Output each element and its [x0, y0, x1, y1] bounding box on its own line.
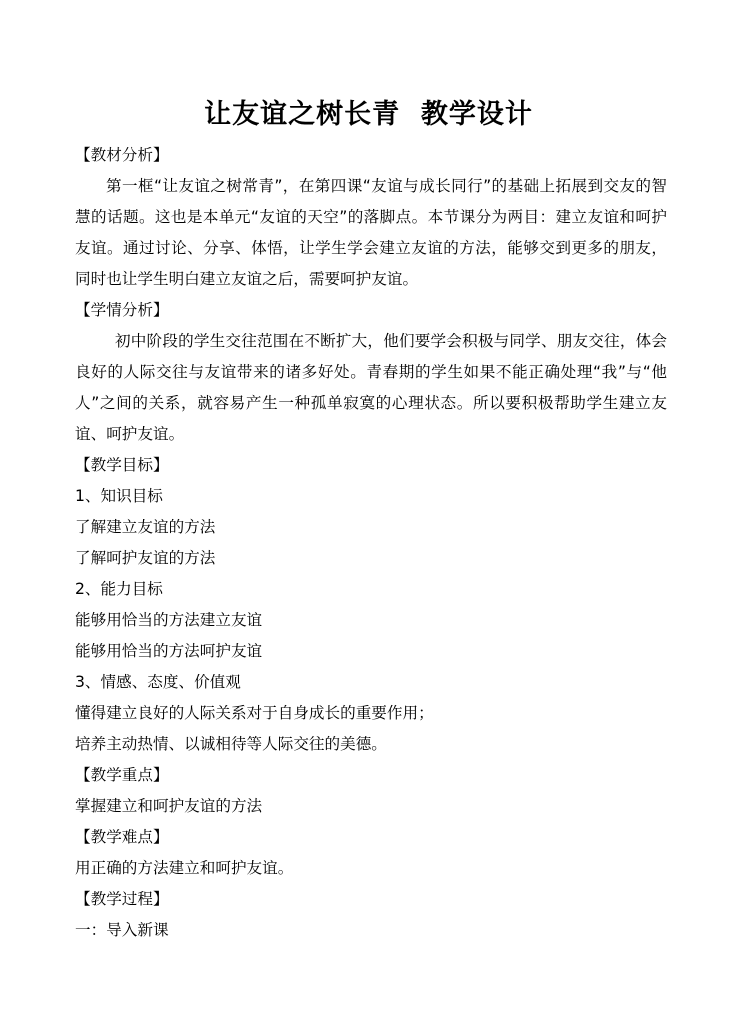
key-points-text: 掌握建立和呵护友谊的方法 [75, 797, 263, 815]
goal-emotion-item: 懂得建立良好的人际关系对于自身成长的重要作用； [75, 704, 434, 722]
goal-knowledge-title: 1、知识目标 [75, 487, 163, 505]
goal-knowledge-item: 了解建立友谊的方法 [75, 518, 216, 536]
process-step-item: 一：导入新课 [75, 921, 169, 939]
student-analysis-paragraph: 初中阶段的学生交往范围在不断扩大，他们要学会积极与同学、朋友交往，体会良好的人际交往与友谊带来的诸多好处。青春期的学生如果不能正确处理“我”与“他人”之间的关系，就容易产生一种孤单寂寞的心理状态。所以要积极帮助学生建立友谊、呵护友谊。 [75, 332, 667, 443]
document-body [75, 140, 667, 946]
goal-emotion-item: 培养主动热情、以诚相待等人际交往的美德。 [75, 735, 387, 753]
section-heading-student-analysis: 【学情分析】 [75, 301, 169, 319]
difficulties-text: 用正确的方法建立和呵护友谊。 [75, 859, 294, 877]
document-title: 让友谊之树长青 教学设计 [204, 99, 533, 130]
goal-ability-title: 2、能力目标 [75, 580, 163, 598]
material-analysis-paragraph: 第一框“让友谊之树常青”，在第四课“友谊与成长同行”的基础上拓展到交友的智慧的话题。这也是本单元“友谊的天空”的落脚点。本节课分为两目：建立友谊和呵护友谊。通过讨论、分享、体悟，让学生学会建立友谊的方法，能够交到更多的朋友，同时也让学生明白建立友谊之后，需要呵护友谊。 [75, 177, 667, 288]
goal-ability-item: 能够用恰当的方法呵护友谊 [75, 642, 263, 660]
section-heading-teaching-process: 【教学过程】 [75, 890, 169, 908]
section-heading-key-points: 【教学重点】 [75, 766, 169, 784]
section-heading-material-analysis: 【教材分析】 [75, 146, 169, 164]
section-heading-teaching-goals: 【教学目标】 [75, 456, 169, 474]
goal-knowledge-item: 了解呵护友谊的方法 [75, 549, 216, 567]
goal-ability-item: 能够用恰当的方法建立友谊 [75, 611, 263, 629]
section-heading-difficulties: 【教学难点】 [75, 828, 169, 846]
goal-emotion-title: 3、情感、态度、价值观 [75, 673, 241, 691]
